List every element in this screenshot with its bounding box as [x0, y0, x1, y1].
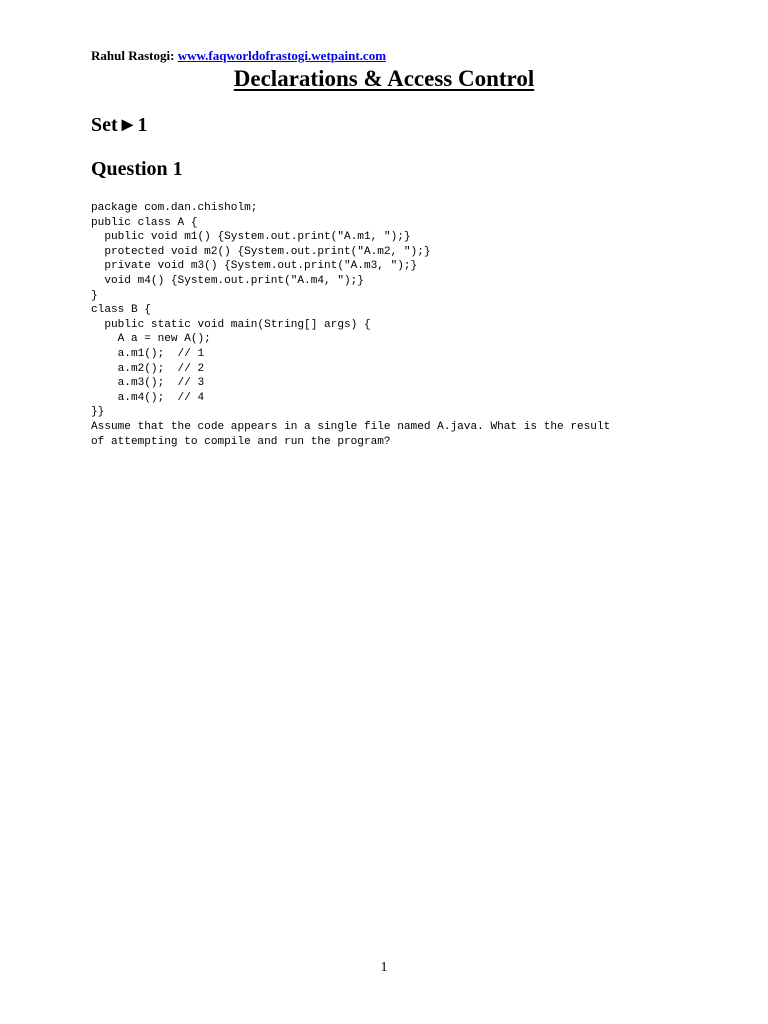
question-text-line: Assume that the code appears in a single file named A.java. What is the result [91, 420, 611, 433]
question-heading: Question 1 [91, 158, 183, 180]
page-number: 1 [380, 960, 388, 975]
author-label: Rahul Rastogi: [91, 48, 178, 63]
code-line: public static void main(String[] args) { [91, 318, 371, 331]
code-line: public void m1() {System.out.print("A.m1, ");} [91, 231, 411, 244]
document-title-text: Declarations & Access Control [233, 66, 535, 91]
code-line: private void m3() {System.out.print("A.m3, ");} [91, 260, 418, 273]
document-title [0, 66, 768, 92]
author-header [91, 48, 386, 64]
code-line: protected void m2() {System.out.print("A.m2, ");} [91, 245, 431, 258]
code-line: class B { [91, 304, 151, 317]
code-line: } [91, 289, 98, 302]
code-line: a.m3(); // 3 [91, 377, 205, 390]
code-line: void m4() {System.out.print("A.m4, ");} [91, 274, 364, 287]
code-line: A a = new A(); [91, 333, 211, 346]
code-line: a.m2(); // 2 [91, 362, 205, 375]
code-block [91, 201, 610, 449]
code-line: a.m1(); // 1 [91, 347, 205, 360]
set-heading: Set►1 [91, 114, 148, 136]
question-text-line: of attempting to compile and run the program? [91, 435, 391, 448]
website-link[interactable]: www.faqworldofrastogi.wetpaint.com [177, 48, 387, 63]
code-line: public class A { [91, 216, 198, 229]
code-line: }} [91, 406, 105, 419]
code-line: a.m4(); // 4 [91, 391, 205, 404]
code-line: package com.dan.chisholm; [91, 202, 258, 214]
